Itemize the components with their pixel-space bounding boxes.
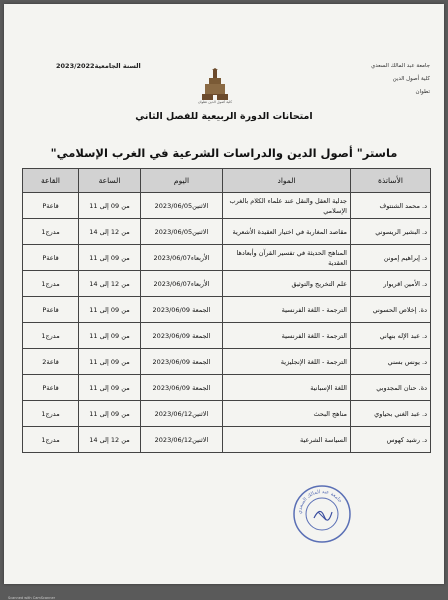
- col-header-professors: الأساتذة: [351, 169, 431, 193]
- professor-cell: د. عبد الغني بحياوي: [351, 401, 431, 427]
- table-row: [23, 349, 431, 375]
- subject-cell: الترجمة - اللغة الإنجليزية: [223, 349, 351, 375]
- exam-schedule-table: [22, 168, 431, 453]
- professor-cell: د. رشيد كهوس: [351, 427, 431, 453]
- room-cell: مدرج1: [23, 323, 79, 349]
- subject-cell: الترجمة - اللغة الفرنسية: [223, 297, 351, 323]
- institution-header: [371, 60, 430, 99]
- professor-cell: د. الأمين اقريوار: [351, 271, 431, 297]
- scan-watermark: Scanned with CamScanner: [8, 596, 56, 600]
- day-cell: الاثنين2023/06/12: [141, 401, 223, 427]
- subject-cell: المناهج الحديثة في تفسير القرآن وأبعادها العقدية: [223, 245, 351, 271]
- professor-cell: دة. حنان المجدوبي: [351, 375, 431, 401]
- room-cell: قاعةP: [23, 193, 79, 219]
- day-cell: الأربعاء2023/06/07: [141, 271, 223, 297]
- table-row: [23, 271, 431, 297]
- time-cell: من 12 إلى 14: [79, 219, 141, 245]
- table-row: [23, 297, 431, 323]
- subject-cell: السياسة الشرعية: [223, 427, 351, 453]
- table-row: [23, 323, 431, 349]
- room-cell: مدرج1: [23, 219, 79, 245]
- room-cell: مدرج1: [23, 427, 79, 453]
- professor-cell: د. عبد الإله بنهاني: [351, 323, 431, 349]
- table-row: [23, 193, 431, 219]
- professor-cell: د. يونس بسني: [351, 349, 431, 375]
- room-cell: قاعةP: [23, 375, 79, 401]
- col-header-day: اليوم: [141, 169, 223, 193]
- time-cell: من 09 إلى 11: [79, 375, 141, 401]
- room-cell: قاعة2: [23, 349, 79, 375]
- table-header-row: [23, 169, 431, 193]
- day-cell: الاثنين2023/06/12: [141, 427, 223, 453]
- professor-cell: د. محمد الشنتوف: [351, 193, 431, 219]
- subject-cell: علم التخريج والتوثيق: [223, 271, 351, 297]
- room-cell: قاعةP: [23, 245, 79, 271]
- time-cell: من 12 إلى 14: [79, 427, 141, 453]
- day-cell: الجمعة 2023/06/09: [141, 375, 223, 401]
- time-cell: من 09 إلى 11: [79, 245, 141, 271]
- subject-cell: مناهج البحث: [223, 401, 351, 427]
- day-cell: الجمعة 2023/06/09: [141, 349, 223, 375]
- professor-cell: دة. إخلاص الحسوني: [351, 297, 431, 323]
- time-cell: من 09 إلى 11: [79, 401, 141, 427]
- room-cell: مدرج1: [23, 401, 79, 427]
- professor-cell: د. إبراهيم إمونن: [351, 245, 431, 271]
- faculty-logo: [200, 68, 230, 102]
- table-row: [23, 427, 431, 453]
- col-header-subjects: المواد: [223, 169, 351, 193]
- col-header-time: الساعة: [79, 169, 141, 193]
- time-cell: من 09 إلى 11: [79, 193, 141, 219]
- day-cell: الجمعة 2023/06/09: [141, 297, 223, 323]
- subject-cell: جدلية العقل والنقل عند علماء الكلام بالغرب الإسلامي: [223, 193, 351, 219]
- day-cell: الاثنين2023/06/05: [141, 193, 223, 219]
- academic-year: السنة الجامعية2023/2022: [56, 62, 141, 70]
- table-row: [23, 245, 431, 271]
- day-cell: الجمعة 2023/06/09: [141, 323, 223, 349]
- time-cell: من 09 إلى 11: [79, 323, 141, 349]
- subject-cell: اللغة الإسبانية: [223, 375, 351, 401]
- stamp-text: جامعة عبد المالك السعدي: [296, 488, 344, 515]
- professor-cell: د. البشير الريسوني: [351, 219, 431, 245]
- time-cell: من 09 إلى 11: [79, 297, 141, 323]
- col-header-room: القاعة: [23, 169, 79, 193]
- time-cell: من 09 إلى 11: [79, 349, 141, 375]
- table-row: [23, 375, 431, 401]
- time-cell: من 12 إلى 14: [79, 271, 141, 297]
- page-title: امتحانات الدورة الربيعية للفصل الثاني: [135, 111, 313, 122]
- room-cell: مدرج1: [23, 271, 79, 297]
- faculty-name: كلية أصول الدين: [392, 76, 430, 82]
- logo-caption: كلية أصول الدين تطوان: [197, 100, 233, 104]
- official-stamp: [292, 484, 352, 544]
- day-cell: الأربعاء2023/06/07: [141, 245, 223, 271]
- document-page: [4, 4, 444, 600]
- table-row: [23, 219, 431, 245]
- room-cell: قاعةP: [23, 297, 79, 323]
- university-name: جامعة عبد المالك السعدي: [370, 63, 430, 69]
- day-cell: الاثنين2023/06/05: [141, 219, 223, 245]
- city-name: تطوان: [415, 89, 430, 95]
- table-row: [23, 401, 431, 427]
- program-title: ماستر" أصول الدين والدراسات الشرعية في الغرب الإسلامي": [50, 146, 398, 160]
- subject-cell: الترجمة - اللغة الفرنسية: [223, 323, 351, 349]
- subject-cell: مقاصد المغاربة في اختيار العقيدة الأشعرية: [223, 219, 351, 245]
